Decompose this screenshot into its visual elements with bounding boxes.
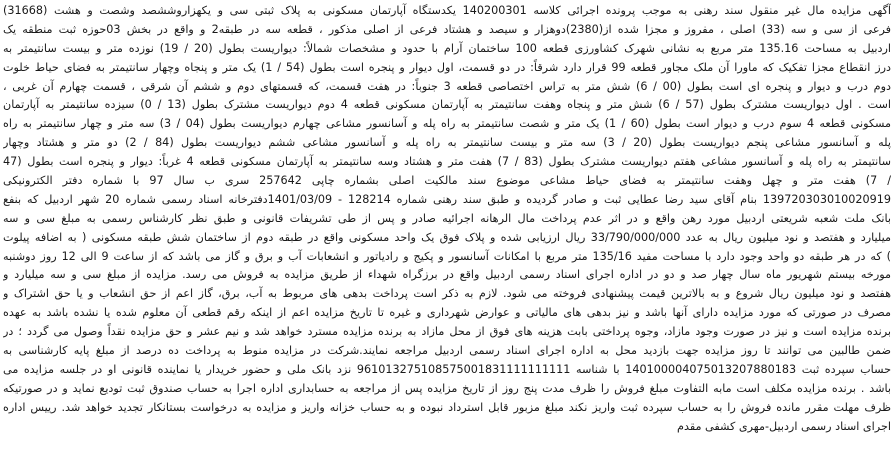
notice-line: فرعی از سی و سه (33) اصلی ، مفروز و مجزا شده از(2380)دوهزار و سیصد و هشتاد فرعی از اصلی مذکور ، قطعه سه در طبقه2 و واقع در بخش 03حوزه ثبت منطقه یک (3, 22, 891, 36)
notice-line: اردبیل به مساحت 135.16 متر مربع به نشانی شهرک کشاورزی قطعه 100 ساختمان آرام با حدود و مشخصات شمالاً: دیواریست بطول (20 / 19) نوزده متر و بیست سانتیمتر به (3, 41, 891, 55)
notice-line: حساب سپرده ثبت 140100004075013207880183 با شناسه 961013275108575001831111111111 نزد بانک ملی و حضور خریدار یا نماینده قانونی او در جلسه مزایده می (3, 362, 891, 376)
notice-line: میلیارد و هفتصد و نود میلیون ریال به عدد 33/790/000/000 ریال ارزیابی شده و پلاک فوق یک واحد مسکونی واقع در طبقه دوم از ساختمان شش طبقه مسکونی ( به اضافه پیلوت (3, 230, 891, 244)
notice-line: سانتیمتر به راه پله و آسانسور مشاعی هفتم دیواریست مشترک بطول (83 / 7) هفت متر و هشتاد وسه سانتیمتر به آپارتمان مسکونی قطعه 4 غرباً: دیوار و پنجره است بطول (47 (3, 155, 891, 169)
notice-line: برنده مزایده است و نیز در صورت وجود مازاد، وجوه پرداختی بابت هزینه های فوق از محل مازاد به برنده مزایده مسترد خواهد شد و نیم عشر و حق مزایده نقداً وصول می گردد ؛ در (3, 325, 891, 339)
notice-line: مسکونی قطعه 4 سوم درب و دیوار است بطول (60 / 1) یک متر و شصت سانتیمتر به راه پله و آسانسور مشاعی چهارم دیواریست بطول (04 / 3) سه متر و چهار سانتیمتر به راه (3, 117, 891, 131)
notice-line: 139720303010020919 بنام آقای سید رضا عطایی ثبت و صادر گردیده و طبق سند رهنی شماره 128214 - 1401/03/09دفترخانه اسناد رسمی شماره 20 شهر اردبیل که بنفع (3, 192, 891, 206)
notice-line: پله و آسانسور مشاعی پنجم دیواریست بطول (20 / 3) سه متر و بیست سانتیمتر به راه پله و آسانسور مشاعی ششم دیواریست بطول (84 / 2) دو متر و هشتاد وچهار (3, 136, 891, 150)
notice-line: آگهی مزایده مال غیر منقول سند رهنی به موجب پرونده اجرائی کلاسه 140200301 یکدستگاه آپارتمان مسکونی به پلاک ثبتی سی و یکهزاروششصد وشصت و هشت (31668) (3, 4, 891, 17)
notice-line: / 7) هفت متر و چهل وهفت سانتیمتر به فضای حیاط مشاعی موضوع سند مالکیت اصلی بشماره چاپی 257642 سری ب سال 97 با شماره دفتر الکترونیکی (3, 174, 891, 188)
notice-line: بانک ملت شعبه شریعتی اردبیل مورد رهن واقع و در اثر عدم پرداخت مال الرهانه اجرائیه صادر و پس از طی تشریفات قانونی و طبق نظر کارشناس رسمی به مبلغ سی و سه (3, 211, 891, 225)
notice-line: ) که در هر طبقه دو واحد وجود دارد با مساحت مفید 135/16 متر مربع با امکانات آسانسور و پکیج و رادیاتور و انشعابات آب و برق و گاز می باشد که از ساعت 9 الی 12 روز دوشنبه (3, 249, 891, 263)
notice-line: درز انقطاع مجزا تفکیک که ماورا آن ملک مجاور قطعه 99 قرار دارد شرقاً: در دو قسمت، اول دیوار و پنجره است بطول (54 / 1) یک متر و پنجاه وچهار سانتیمتر به فضای حیاط خلوت (3, 60, 891, 74)
notice-signature-line: اجرای اسناد رسمی اردبیل-مهری کشفی مقدم (677, 419, 891, 433)
notice-line: مصرف در صورتی که مورد مزایده دارای آنها باشد و نیز بدهی های مالیاتی و عوارض شهرداری و غیره تا تاریخ مزایده اعم از اینکه رقم قطعی آن معلوم شده یا نشده باشد به عهده (3, 306, 891, 320)
notice-line: دوم درب و دیوار و پنجره ای است بطول (00 / 6) شش متر به تراس اختصاصی قطعه 3 جنوباً: در هفت قسمت، که قسمتهای دوم و ششم آن شرقی ، قسمت چهارم آن غربی ، (3, 79, 891, 93)
notice-line: ضمن طالبین می توانند تا روز مزایده جهت بازدید محل به اداره اجرای اسناد رسمی اردبیل مراجعه نمایند.شرکت در مزایده منوط به پرداخت ده درصد از مبلغ پایه کارشناسی به (3, 344, 891, 358)
notice-line: ظرف مهلت مقرر مانده فروش را به حساب سپرده ثبت واریز نکند مبلغ مزبور قابل استرداد نبوده و به حساب خزانه واریز و مزایده به درخواست بستانکار تجدید خواهد شد. رییس اداره (3, 400, 891, 414)
notice-line: مورخه بیستم شهریور ماه سال چهار صد و دو در اداره اجرای اسناد رسمی اردبیل واقع در برزگراه شهداء از طریق مزایده به فروش می رسد. مزایده از مبلغ سی و سه میلیارد و (3, 268, 891, 282)
notice-line: هفتصد و نود میلیون ریال شروع و به بالاترین قیمت پیشنهادی فروخته می شود. لازم به ذکر است پرداخت بدهی های مربوط به آب، برق، گاز اعم از حق انشعاب و یا حق اشتراک و (3, 287, 891, 301)
notice-line: باشد . برنده مزایده مکلف است مابه التفاوت مبلغ فروش را ظرف مدت پنج روز از تاریخ مزایده پس از مراجعه به حسابداری اداره اجرا به حساب صندوق ثبت تودیع نماید و در صورتیکه (3, 381, 891, 395)
notice-line: است . اول دیواریست مشترک بطول (57 / 6) شش متر و پنجاه وهفت سانتیمتر به آپارتمان مسکونی قطعه 4 دوم دیواریست مشترک بطول (13 / 0) سیزده سانتیمتر به آپارتمان (3, 98, 891, 112)
